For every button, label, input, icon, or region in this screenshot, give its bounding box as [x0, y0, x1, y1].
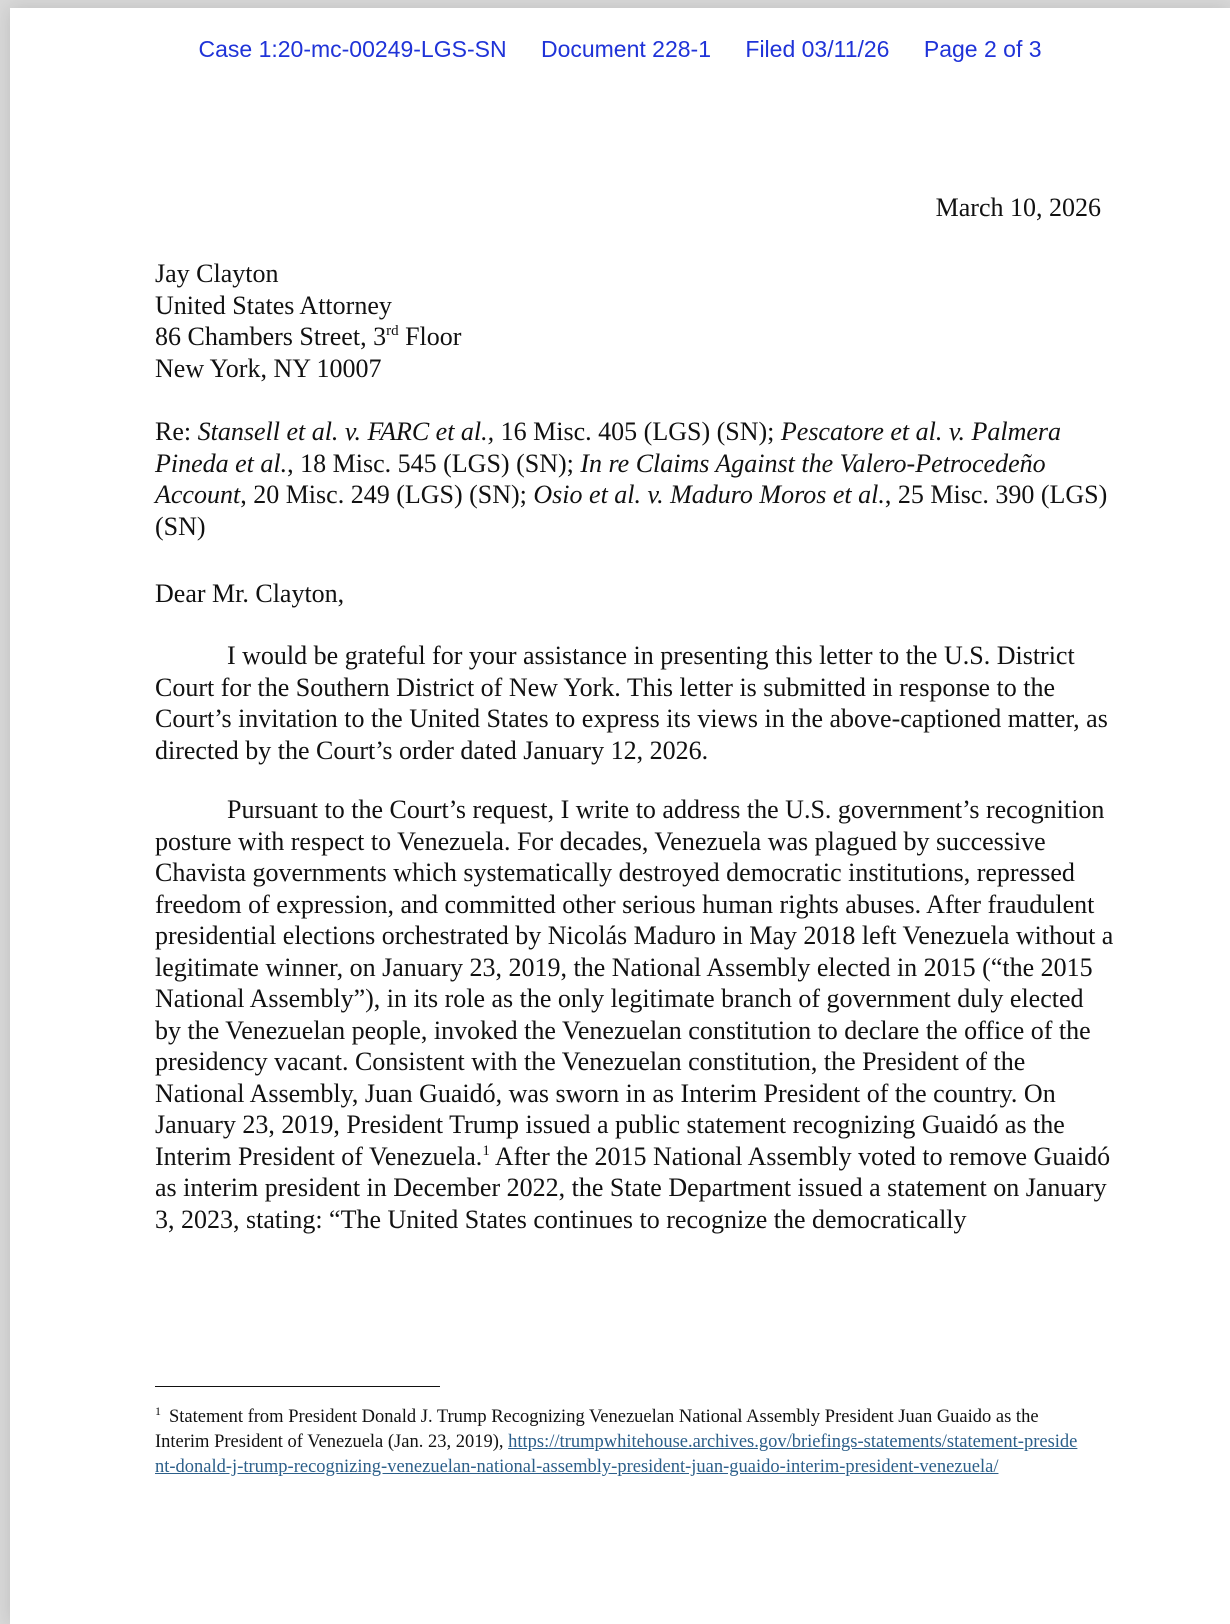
- footnote-1: [155, 1405, 1080, 1480]
- paragraph-2-text-b: After the 2015 National Assembly voted to remove Guaidó as interim president in December 2022, the State Department issued a statement on January 3, 2023, stating: “The United States continues to recognize the democratically: [155, 1141, 1111, 1234]
- letter-date: March 10, 2026: [935, 193, 1101, 222]
- footnote-link[interactable]: https://trumpwhitehouse.archives.gov/briefings-statements/statement-president-donald-j-trump-recognizing-venezuelan-national-assembly-president-juan-guaido-interim-president-venezuela/: [155, 1432, 1078, 1477]
- street-floor: Floor: [398, 322, 462, 351]
- document-number: Document 228-1: [540, 36, 711, 62]
- addressee-city: New York, NY 10007: [155, 353, 382, 383]
- body-paragraph-2: [155, 794, 1115, 1235]
- page-indicator: Page 2 of 3: [923, 36, 1042, 62]
- addressee-title: United States Attorney: [155, 290, 392, 320]
- re-line: [155, 416, 1115, 542]
- case-name-stansell: Stansell et al. v. FARC et al.,: [197, 417, 495, 446]
- addressee-street: [155, 321, 1115, 353]
- paragraph-2-text-a: Pursuant to the Court’s request, I write to address the U.S. government’s recognition posture with respect to Venezuela. For decades, Venezuela was plagued by successive Chavista governments which systematically destroyed democratic institutions, repressed freedom of expression, and committed other serious human rights abuses. After fraudulent presidential elections orchestrated by Nicolás Maduro in May 2018 left Venezuela without a legitimate winner, on January 23, 2019, the National Assembly elected in 2015 (“the 2015 National Assembly”), in its role as the only legitimate branch of government duly elected by the Venezuelan people, invoked the Venezuelan constitution to declare the office of the presidency vacant. Consistent with the Venezuelan constitution, the President of the National Assembly, Juan Guaidó, was sworn in as Interim President of the country. On January 23, 2019, President Trump issued a public statement recognizing Guaidó as the Interim President of Venezuela.: [155, 795, 1114, 1171]
- case-name-osio: Osio et al. v. Maduro Moros et al.: [533, 480, 885, 509]
- salutation: Dear Mr. Clayton,: [155, 579, 345, 608]
- case-number-osio: , 25 Misc. 390 (LGS) (SN): [155, 480, 1108, 541]
- case-number-stansell: 16 Misc. 405 (LGS) (SN);: [494, 417, 781, 446]
- case-number: Case 1:20-mc-00249-LGS-SN: [198, 36, 507, 62]
- ordinal-superscript: rd: [386, 323, 399, 339]
- re-prefix: Re:: [155, 417, 198, 446]
- case-name-valero: In re Claims Against the Valero-Petrocedeño Account: [155, 448, 1046, 509]
- footnote-divider: [155, 1386, 440, 1387]
- document-page: [10, 8, 1230, 1624]
- footnote-reference[interactable]: 1: [482, 1142, 490, 1159]
- street-text: 86 Chambers Street, 3: [155, 322, 387, 351]
- case-number-pescatore: , 18 Misc. 545 (LGS) (SN);: [287, 448, 581, 478]
- filed-date: Filed 03/11/26: [745, 36, 890, 62]
- addressee-name: Jay Clayton: [155, 259, 279, 288]
- footnote-text: Statement from President Donald J. Trump Recognizing Venezuelan National Assembly President Juan Guaido as the Interim President of Venezuela (Jan. 23, 2019),: [155, 1407, 1039, 1452]
- body-paragraph-1: I would be grateful for your assistance in presenting this letter to the U.S. District Court for the Southern District of New York. This letter is submitted in response to the Court’s invitation to the United States to express its views in the above-captioned matter, as directed by the Court’s order dated January 12, 2026.: [155, 641, 1108, 765]
- case-number-valero: , 20 Misc. 249 (LGS) (SN);: [240, 480, 534, 509]
- footnote-number: 1: [155, 1404, 161, 1418]
- ecf-header-stamp: [10, 36, 1230, 63]
- case-name-pescatore: Pescatore et al. v. Palmera Pineda et al.: [155, 417, 1062, 478]
- addressee-block: [155, 258, 1115, 384]
